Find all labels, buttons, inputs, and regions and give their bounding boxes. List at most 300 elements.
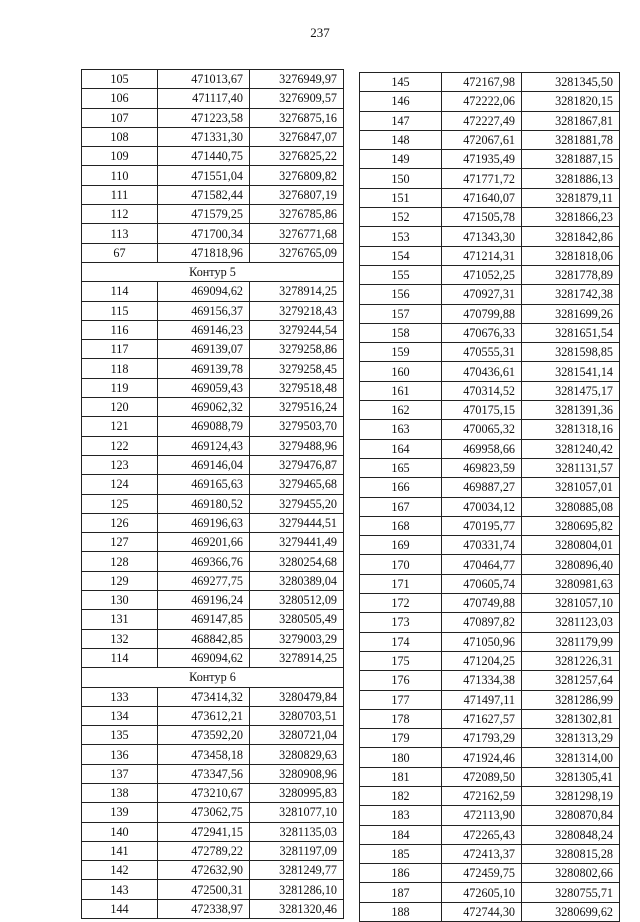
- point-number-cell: 185: [360, 844, 442, 863]
- y-coordinate-cell: 3276847,07: [250, 127, 344, 146]
- y-coordinate-cell: 3281197,09: [250, 841, 344, 860]
- table-row: [82, 687, 344, 706]
- y-coordinate-cell: 3281318,16: [522, 420, 620, 439]
- table-row: [360, 651, 620, 670]
- y-coordinate-cell: 3281598,85: [522, 343, 620, 362]
- point-number-cell: 162: [360, 401, 442, 420]
- x-coordinate-cell: 473458,18: [158, 745, 250, 764]
- table-row: [360, 227, 620, 246]
- point-number-cell: 123: [82, 455, 158, 474]
- table-row: [360, 401, 620, 420]
- y-coordinate-cell: 3280848,24: [522, 825, 620, 844]
- table-row: [82, 706, 344, 725]
- y-coordinate-cell: 3281879,11: [522, 188, 620, 207]
- table-row: [82, 841, 344, 860]
- point-number-cell: 176: [360, 671, 442, 690]
- x-coordinate-cell: 469366,76: [158, 552, 250, 571]
- table-row: [82, 552, 344, 571]
- y-coordinate-cell: 3281240,42: [522, 439, 620, 458]
- y-coordinate-cell: 3276875,16: [250, 108, 344, 127]
- x-coordinate-cell: 472113,90: [442, 806, 522, 825]
- x-coordinate-cell: 470034,12: [442, 497, 522, 516]
- table-row: [82, 436, 344, 455]
- table-row: [360, 458, 620, 477]
- page-number: 237: [310, 25, 330, 40]
- x-coordinate-cell: 471818,96: [158, 243, 250, 262]
- y-coordinate-cell: 3280505,49: [250, 610, 344, 629]
- y-coordinate-cell: 3279518,48: [250, 378, 344, 397]
- table-row: [360, 729, 620, 748]
- point-number-cell: 110: [82, 166, 158, 185]
- coordinates-table-right: [359, 72, 620, 922]
- y-coordinate-cell: 3281699,26: [522, 304, 620, 323]
- point-number-cell: 108: [82, 127, 158, 146]
- x-coordinate-cell: 470175,15: [442, 401, 522, 420]
- y-coordinate-cell: 3281475,17: [522, 381, 620, 400]
- point-number-cell: 148: [360, 130, 442, 149]
- table-row: [360, 208, 620, 227]
- point-number-cell: 105: [82, 70, 158, 89]
- table-row: [360, 632, 620, 651]
- y-coordinate-cell: 3280804,01: [522, 536, 620, 555]
- x-coordinate-cell: 473210,67: [158, 783, 250, 802]
- x-coordinate-cell: 472413,37: [442, 844, 522, 863]
- x-coordinate-cell: 469887,27: [442, 478, 522, 497]
- y-coordinate-cell: 3281077,10: [250, 803, 344, 822]
- table-row: [360, 130, 620, 149]
- x-coordinate-cell: 471343,30: [442, 227, 522, 246]
- table-row: [82, 185, 344, 204]
- point-number-cell: 170: [360, 555, 442, 574]
- x-coordinate-cell: 472338,97: [158, 899, 250, 918]
- y-coordinate-cell: 3281249,77: [250, 861, 344, 880]
- point-number-cell: 183: [360, 806, 442, 825]
- table-row: [360, 786, 620, 805]
- table-row: [82, 166, 344, 185]
- point-number-cell: 112: [82, 205, 158, 224]
- point-number-cell: 121: [82, 417, 158, 436]
- table-row: [82, 320, 344, 339]
- point-number-cell: 182: [360, 786, 442, 805]
- y-coordinate-cell: 3279258,45: [250, 359, 344, 378]
- point-number-cell: 114: [82, 648, 158, 667]
- y-coordinate-cell: 3281881,78: [522, 130, 620, 149]
- point-number-cell: 151: [360, 188, 442, 207]
- x-coordinate-cell: 469823,59: [442, 458, 522, 477]
- y-coordinate-cell: 3280254,68: [250, 552, 344, 571]
- table-row: [82, 301, 344, 320]
- point-number-cell: 140: [82, 822, 158, 841]
- x-coordinate-cell: 471935,49: [442, 150, 522, 169]
- point-number-cell: 145: [360, 73, 442, 92]
- y-coordinate-cell: 3280721,04: [250, 726, 344, 745]
- point-number-cell: 172: [360, 594, 442, 613]
- y-coordinate-cell: 3276785,86: [250, 205, 344, 224]
- x-coordinate-cell: 472162,59: [442, 786, 522, 805]
- x-coordinate-cell: 469139,78: [158, 359, 250, 378]
- point-number-cell: 164: [360, 439, 442, 458]
- x-coordinate-cell: 471052,25: [442, 265, 522, 284]
- table-row: [82, 475, 344, 494]
- x-coordinate-cell: 470065,32: [442, 420, 522, 439]
- x-coordinate-cell: 471013,67: [158, 70, 250, 89]
- table-row: [82, 803, 344, 822]
- point-number-cell: 141: [82, 841, 158, 860]
- table-row: [360, 478, 620, 497]
- y-coordinate-cell: 3281818,06: [522, 246, 620, 265]
- point-number-cell: 124: [82, 475, 158, 494]
- x-coordinate-cell: 470927,31: [442, 285, 522, 304]
- x-coordinate-cell: 470676,33: [442, 323, 522, 342]
- y-coordinate-cell: 3281057,10: [522, 594, 620, 613]
- x-coordinate-cell: 472089,50: [442, 767, 522, 786]
- point-number-cell: 153: [360, 227, 442, 246]
- y-coordinate-cell: 3280885,08: [522, 497, 620, 516]
- point-number-cell: 119: [82, 378, 158, 397]
- point-number-cell: 149: [360, 150, 442, 169]
- y-coordinate-cell: 3278914,25: [250, 648, 344, 667]
- x-coordinate-cell: 470897,82: [442, 613, 522, 632]
- table-row: [360, 188, 620, 207]
- point-number-cell: 67: [82, 243, 158, 262]
- x-coordinate-cell: 469201,66: [158, 533, 250, 552]
- table-row: [360, 574, 620, 593]
- x-coordinate-cell: 470436,61: [442, 362, 522, 381]
- y-coordinate-cell: 3281820,15: [522, 92, 620, 111]
- x-coordinate-cell: 471331,30: [158, 127, 250, 146]
- point-number-cell: 142: [82, 861, 158, 880]
- point-number-cell: 129: [82, 571, 158, 590]
- y-coordinate-cell: 3280981,63: [522, 574, 620, 593]
- y-coordinate-cell: 3279516,24: [250, 398, 344, 417]
- point-number-cell: 134: [82, 706, 158, 725]
- x-coordinate-cell: 469196,63: [158, 513, 250, 532]
- y-coordinate-cell: 3281320,46: [250, 899, 344, 918]
- table-row: [82, 224, 344, 243]
- point-number-cell: 159: [360, 343, 442, 362]
- point-number-cell: 177: [360, 690, 442, 709]
- table-row: [360, 73, 620, 92]
- point-number-cell: 173: [360, 613, 442, 632]
- y-coordinate-cell: 3281286,99: [522, 690, 620, 709]
- y-coordinate-cell: 3276765,09: [250, 243, 344, 262]
- point-number-cell: 175: [360, 651, 442, 670]
- table-row: [360, 323, 620, 342]
- x-coordinate-cell: 470331,74: [442, 536, 522, 555]
- point-number-cell: 138: [82, 783, 158, 802]
- y-coordinate-cell: 3276771,68: [250, 224, 344, 243]
- y-coordinate-cell: 3280829,63: [250, 745, 344, 764]
- point-number-cell: 186: [360, 864, 442, 883]
- table-row: [82, 764, 344, 783]
- x-coordinate-cell: 472227,49: [442, 111, 522, 130]
- section-heading: Контур 5: [82, 262, 344, 281]
- x-coordinate-cell: 471050,96: [442, 632, 522, 651]
- x-coordinate-cell: 471334,38: [442, 671, 522, 690]
- y-coordinate-cell: 3281887,15: [522, 150, 620, 169]
- point-number-cell: 167: [360, 497, 442, 516]
- x-coordinate-cell: 473592,20: [158, 726, 250, 745]
- x-coordinate-cell: 469094,62: [158, 282, 250, 301]
- y-coordinate-cell: 3279441,49: [250, 533, 344, 552]
- point-number-cell: 147: [360, 111, 442, 130]
- table-row: [82, 127, 344, 146]
- table-row: [360, 362, 620, 381]
- y-coordinate-cell: 3280815,28: [522, 844, 620, 863]
- table-row: [82, 282, 344, 301]
- point-number-cell: 158: [360, 323, 442, 342]
- point-number-cell: 127: [82, 533, 158, 552]
- y-coordinate-cell: 3281257,64: [522, 671, 620, 690]
- y-coordinate-cell: 3281866,23: [522, 208, 620, 227]
- table-row: [360, 92, 620, 111]
- table-row: [360, 304, 620, 323]
- coordinates-table-right-body: [360, 73, 620, 922]
- point-number-cell: 178: [360, 709, 442, 728]
- point-number-cell: 161: [360, 381, 442, 400]
- x-coordinate-cell: 470195,77: [442, 516, 522, 535]
- table-row: [82, 726, 344, 745]
- point-number-cell: 160: [360, 362, 442, 381]
- x-coordinate-cell: 469156,37: [158, 301, 250, 320]
- x-coordinate-cell: 471497,11: [442, 690, 522, 709]
- point-number-cell: 144: [82, 899, 158, 918]
- point-number-cell: 122: [82, 436, 158, 455]
- y-coordinate-cell: 3280695,82: [522, 516, 620, 535]
- y-coordinate-cell: 3280755,71: [522, 883, 620, 902]
- table-row: [82, 629, 344, 648]
- y-coordinate-cell: 3280512,09: [250, 591, 344, 610]
- y-coordinate-cell: 3281179,99: [522, 632, 620, 651]
- point-number-cell: 165: [360, 458, 442, 477]
- y-coordinate-cell: 3280995,83: [250, 783, 344, 802]
- x-coordinate-cell: 472632,90: [158, 861, 250, 880]
- table-row: [82, 70, 344, 89]
- point-number-cell: 115: [82, 301, 158, 320]
- table-row: [360, 246, 620, 265]
- point-number-cell: 146: [360, 92, 442, 111]
- point-number-cell: 168: [360, 516, 442, 535]
- coordinates-table-left-body: [82, 70, 344, 919]
- point-number-cell: 109: [82, 147, 158, 166]
- y-coordinate-cell: 3281123,03: [522, 613, 620, 632]
- table-row: [82, 494, 344, 513]
- table-row: [360, 844, 620, 863]
- x-coordinate-cell: 469146,23: [158, 320, 250, 339]
- table-row: [82, 398, 344, 417]
- table-row: [82, 455, 344, 474]
- point-number-cell: 157: [360, 304, 442, 323]
- y-coordinate-cell: 3281391,36: [522, 401, 620, 420]
- point-number-cell: 184: [360, 825, 442, 844]
- x-coordinate-cell: 471505,78: [442, 208, 522, 227]
- table-row: [82, 340, 344, 359]
- point-number-cell: 179: [360, 729, 442, 748]
- x-coordinate-cell: 472167,98: [442, 73, 522, 92]
- x-coordinate-cell: 470555,31: [442, 343, 522, 362]
- x-coordinate-cell: 469165,63: [158, 475, 250, 494]
- table-row: [360, 420, 620, 439]
- point-number-cell: 131: [82, 610, 158, 629]
- table-row: [82, 513, 344, 532]
- y-coordinate-cell: 3279455,20: [250, 494, 344, 513]
- x-coordinate-cell: 473347,56: [158, 764, 250, 783]
- x-coordinate-cell: 469062,32: [158, 398, 250, 417]
- x-coordinate-cell: 473414,32: [158, 687, 250, 706]
- y-coordinate-cell: 3281345,50: [522, 73, 620, 92]
- x-coordinate-cell: 469147,85: [158, 610, 250, 629]
- table-row: [82, 610, 344, 629]
- table-row: [360, 671, 620, 690]
- table-row: [360, 150, 620, 169]
- y-coordinate-cell: 3281742,38: [522, 285, 620, 304]
- x-coordinate-cell: 471793,29: [442, 729, 522, 748]
- x-coordinate-cell: 469277,75: [158, 571, 250, 590]
- y-coordinate-cell: 3281886,13: [522, 169, 620, 188]
- table-row: [82, 533, 344, 552]
- point-number-cell: 128: [82, 552, 158, 571]
- table-row: [360, 555, 620, 574]
- x-coordinate-cell: 471700,34: [158, 224, 250, 243]
- x-coordinate-cell: 471579,25: [158, 205, 250, 224]
- table-row: [82, 880, 344, 899]
- table-row: [82, 899, 344, 918]
- table-row: [82, 571, 344, 590]
- table-row: [360, 169, 620, 188]
- point-number-cell: 107: [82, 108, 158, 127]
- table-row: [82, 243, 344, 262]
- table-row: [82, 205, 344, 224]
- y-coordinate-cell: 3281298,19: [522, 786, 620, 805]
- table-row: [360, 825, 620, 844]
- x-coordinate-cell: 472500,31: [158, 880, 250, 899]
- y-coordinate-cell: 3279003,29: [250, 629, 344, 648]
- table-row: [82, 745, 344, 764]
- y-coordinate-cell: 3276825,22: [250, 147, 344, 166]
- y-coordinate-cell: 3281057,01: [522, 478, 620, 497]
- x-coordinate-cell: 471924,46: [442, 748, 522, 767]
- table-row: [82, 417, 344, 436]
- y-coordinate-cell: 3281651,54: [522, 323, 620, 342]
- y-coordinate-cell: 3281867,81: [522, 111, 620, 130]
- x-coordinate-cell: 468842,85: [158, 629, 250, 648]
- x-coordinate-cell: 469124,43: [158, 436, 250, 455]
- table-row: [360, 864, 620, 883]
- y-coordinate-cell: 3281314,00: [522, 748, 620, 767]
- table-row: [360, 111, 620, 130]
- y-coordinate-cell: 3276949,97: [250, 70, 344, 89]
- y-coordinate-cell: 3280896,40: [522, 555, 620, 574]
- y-coordinate-cell: 3280479,84: [250, 687, 344, 706]
- table-row: [82, 822, 344, 841]
- table-row: [82, 783, 344, 802]
- x-coordinate-cell: 472744,30: [442, 902, 522, 921]
- x-coordinate-cell: 470464,77: [442, 555, 522, 574]
- point-number-cell: 106: [82, 89, 158, 108]
- x-coordinate-cell: 472605,10: [442, 883, 522, 902]
- x-coordinate-cell: 469958,66: [442, 439, 522, 458]
- point-number-cell: 152: [360, 208, 442, 227]
- y-coordinate-cell: 3281305,41: [522, 767, 620, 786]
- section-heading-row: [82, 262, 344, 281]
- point-number-cell: 120: [82, 398, 158, 417]
- table-row: [82, 591, 344, 610]
- y-coordinate-cell: 3279476,87: [250, 455, 344, 474]
- table-row: [360, 613, 620, 632]
- point-number-cell: 136: [82, 745, 158, 764]
- point-number-cell: 155: [360, 265, 442, 284]
- point-number-cell: 137: [82, 764, 158, 783]
- x-coordinate-cell: 469094,62: [158, 648, 250, 667]
- point-number-cell: 180: [360, 748, 442, 767]
- y-coordinate-cell: 3279218,43: [250, 301, 344, 320]
- y-coordinate-cell: 3280802,66: [522, 864, 620, 883]
- point-number-cell: 163: [360, 420, 442, 439]
- table-row: [82, 89, 344, 108]
- y-coordinate-cell: 3281135,03: [250, 822, 344, 841]
- table-row: [82, 861, 344, 880]
- x-coordinate-cell: 471582,44: [158, 185, 250, 204]
- y-coordinate-cell: 3276909,57: [250, 89, 344, 108]
- table-row: [360, 497, 620, 516]
- point-number-cell: 156: [360, 285, 442, 304]
- table-row: [360, 439, 620, 458]
- table-row: [360, 806, 620, 825]
- y-coordinate-cell: 3279488,96: [250, 436, 344, 455]
- point-number-cell: 154: [360, 246, 442, 265]
- x-coordinate-cell: 469196,24: [158, 591, 250, 610]
- y-coordinate-cell: 3280389,04: [250, 571, 344, 590]
- y-coordinate-cell: 3276809,82: [250, 166, 344, 185]
- x-coordinate-cell: 473612,21: [158, 706, 250, 725]
- x-coordinate-cell: 470799,88: [442, 304, 522, 323]
- point-number-cell: 118: [82, 359, 158, 378]
- x-coordinate-cell: 471440,75: [158, 147, 250, 166]
- y-coordinate-cell: 3281226,31: [522, 651, 620, 670]
- y-coordinate-cell: 3281842,86: [522, 227, 620, 246]
- table-row: [82, 147, 344, 166]
- y-coordinate-cell: 3281302,81: [522, 709, 620, 728]
- y-coordinate-cell: 3279503,70: [250, 417, 344, 436]
- x-coordinate-cell: 472222,06: [442, 92, 522, 111]
- y-coordinate-cell: 3279244,54: [250, 320, 344, 339]
- y-coordinate-cell: 3279465,68: [250, 475, 344, 494]
- x-coordinate-cell: 472789,22: [158, 841, 250, 860]
- y-coordinate-cell: 3281778,89: [522, 265, 620, 284]
- y-coordinate-cell: 3279444,51: [250, 513, 344, 532]
- x-coordinate-cell: 472067,61: [442, 130, 522, 149]
- table-row: [360, 265, 620, 284]
- y-coordinate-cell: 3281313,29: [522, 729, 620, 748]
- x-coordinate-cell: 473062,75: [158, 803, 250, 822]
- point-number-cell: 171: [360, 574, 442, 593]
- point-number-cell: 150: [360, 169, 442, 188]
- table-row: [82, 648, 344, 667]
- x-coordinate-cell: 470749,88: [442, 594, 522, 613]
- point-number-cell: 126: [82, 513, 158, 532]
- point-number-cell: 135: [82, 726, 158, 745]
- point-number-cell: 133: [82, 687, 158, 706]
- point-number-cell: 166: [360, 478, 442, 497]
- point-number-cell: 114: [82, 282, 158, 301]
- point-number-cell: 143: [82, 880, 158, 899]
- x-coordinate-cell: 471117,40: [158, 89, 250, 108]
- section-heading-row: [82, 668, 344, 687]
- table-row: [360, 902, 620, 921]
- y-coordinate-cell: 3278914,25: [250, 282, 344, 301]
- x-coordinate-cell: 471223,58: [158, 108, 250, 127]
- point-number-cell: 113: [82, 224, 158, 243]
